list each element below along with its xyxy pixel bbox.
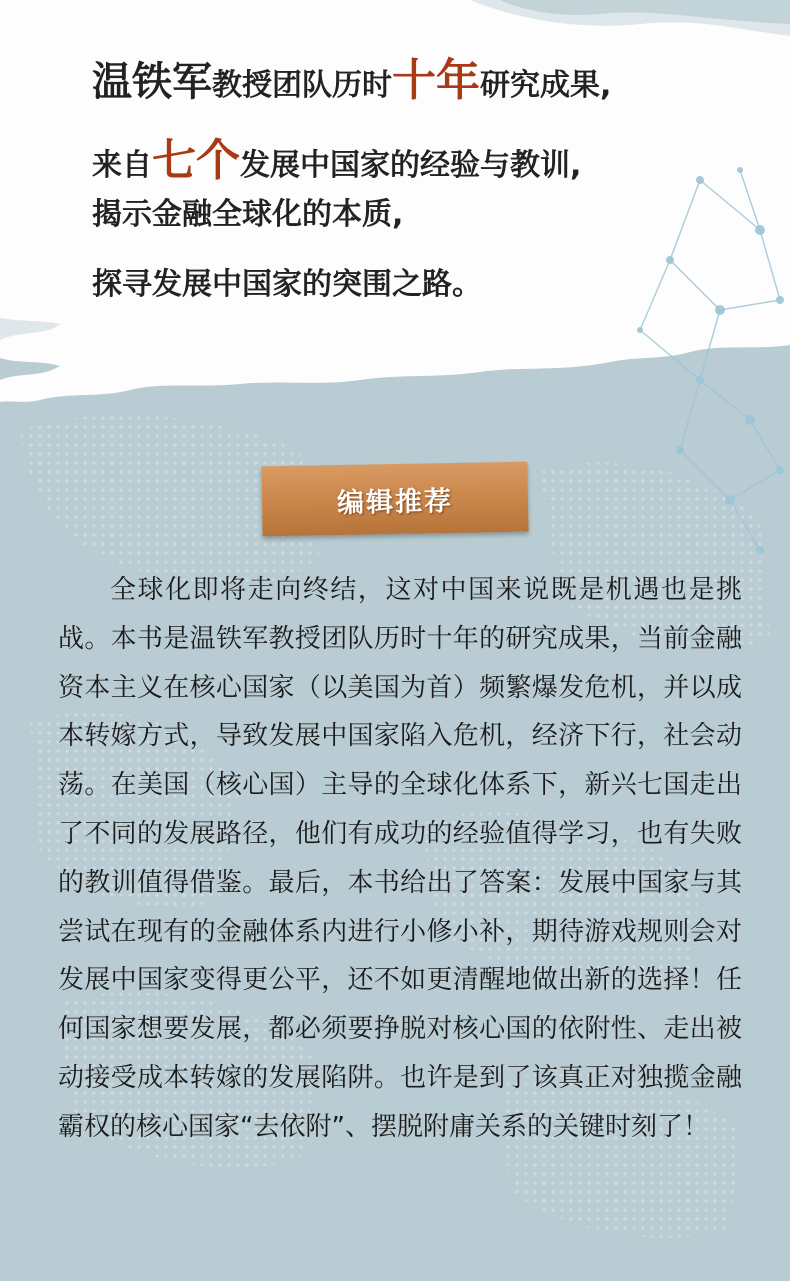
headline-author-name: 温铁军: [92, 59, 212, 105]
headline-accent-ten-years: 十年: [392, 55, 480, 106]
headline-line-2-part-2: 发展中国家的经验与教训,: [240, 148, 582, 183]
headline-line-1-part-2: 研究成果,: [480, 68, 612, 103]
headline-line-3: 揭示金融全球化的本质,: [92, 197, 404, 232]
headline-line-1: [92, 55, 611, 108]
headline-line-4: 探寻发展中国家的突围之路。: [92, 267, 482, 302]
headline-line-2-part-1: 来自: [92, 148, 152, 183]
recommendation-body-text: 全球化即将走向终结，这对中国来说既是机遇也是挑战。本书是温铁军教授团队历时十年的研究成果，当前金融资本主义在核心国家（以美国为首）频繁爆发危机，并以成本转嫁方式，导致发展中国家陷入危机，经济下行，社会动荡。在美国（核心国）主导的全球化体系下，新兴七国走出了不同的发展路径，他们有成功的经验值得学习，也有失败的教训值得借鉴。最后，本书给出了答案：发展中国家与其尝试在现有的金融体系内进行小修小补，期待游戏规则会对发展中国家变得更公平，还不如更清醒地做出新的选择！任何国家想要发展，都必须要挣脱对核心国的依附性、走出被动接受成本转嫁的发展陷阱。也许是到了该真正对独揽金融霸权的核心国家“去依附”、摆脱附庸关系的关键时刻了！: [58, 575, 742, 1142]
headline-line-1-part-1: 教授团队历时: [212, 68, 392, 103]
editor-recommendation-badge: [261, 462, 528, 537]
headline-accent-seven: 七个: [152, 135, 240, 186]
editor-recommendation-label: 编辑推荐: [336, 485, 454, 519]
headline-line-2: [92, 135, 581, 188]
